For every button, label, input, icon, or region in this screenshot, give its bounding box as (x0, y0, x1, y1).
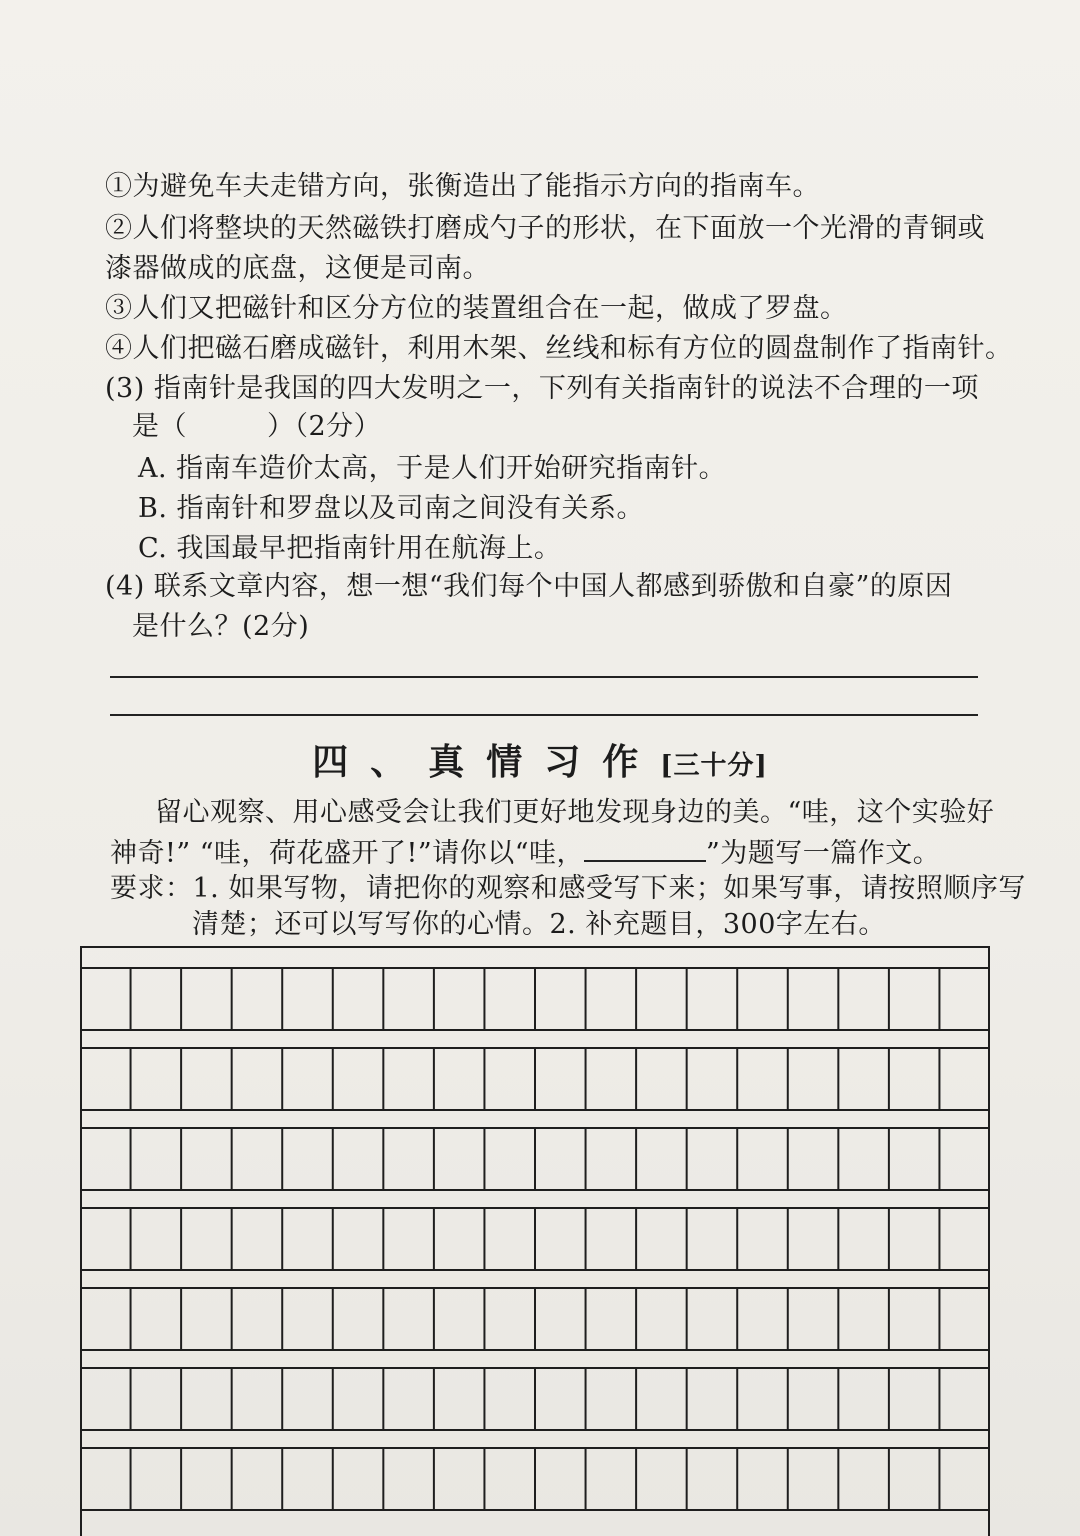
option-a: A. 指南车造价太高，于是人们开始研究指南针。 (138, 453, 727, 484)
composition-grid[interactable] (80, 945, 990, 1536)
question-3-line-1: (3) 指南针是我国的四大发明之一，下列有关指南针的说法不合理的一项 (105, 373, 979, 404)
answer-line-1[interactable] (110, 676, 978, 678)
option-c: C. 我国最早把指南针用在航海上。 (138, 533, 562, 564)
prompt-line-2-start: 神奇!” “哇，荷花盛开了!”请你以“哇， (110, 838, 584, 869)
question-3-close: ）（2分） (267, 411, 382, 442)
item-2-line-1: ②人们将整块的天然磁铁打磨成勺子的形状，在下面放一个光滑的青铜或 (105, 213, 985, 244)
prompt-line-2-end: ”为题写一篇作文。 (706, 838, 941, 869)
question-4-line-2: 是什么？(2分) (132, 611, 310, 642)
title-blank[interactable] (584, 834, 706, 862)
section-title (0, 734, 1080, 785)
question-4-line-1: (4) 联系文章内容，想一想“我们每个中国人都感到骄傲和自豪”的原因 (105, 571, 953, 602)
question-3-open: 是（ (132, 411, 187, 442)
item-1: ①为避免车夫走错方向，张衡造出了能指示方向的指南车。 (105, 171, 820, 202)
answer-line-2[interactable] (110, 714, 978, 716)
question-3-line-2 (132, 410, 381, 444)
section-title-text: 四、真情习作 (312, 741, 661, 783)
requirement-line-1: 要求：1. 如果写物，请把你的观察和感受写下来；如果写事，请按照顺序写 (110, 873, 1026, 904)
item-4: ④人们把磁石磨成磁针，利用木架、丝线和标有方位的圆盘制作了指南针。 (105, 333, 1013, 364)
section-score: [三十分] (660, 751, 768, 781)
composition-grid-svg[interactable] (80, 945, 990, 1536)
item-3: ③人们又把磁针和区分方位的装置组合在一起，做成了罗盘。 (105, 293, 848, 324)
item-2-line-2: 漆器做成的底盘，这便是司南。 (105, 253, 490, 284)
requirement-line-2: 清楚；还可以写写你的心情。2. 补充题目，300字左右。 (192, 909, 886, 940)
prompt-line-2 (110, 834, 940, 871)
option-b: B. 指南针和罗盘以及司南之间没有关系。 (138, 493, 645, 524)
prompt-line-1: 留心观察、用心感受会让我们更好地发现身边的美。“哇，这个实验好 (155, 797, 995, 828)
